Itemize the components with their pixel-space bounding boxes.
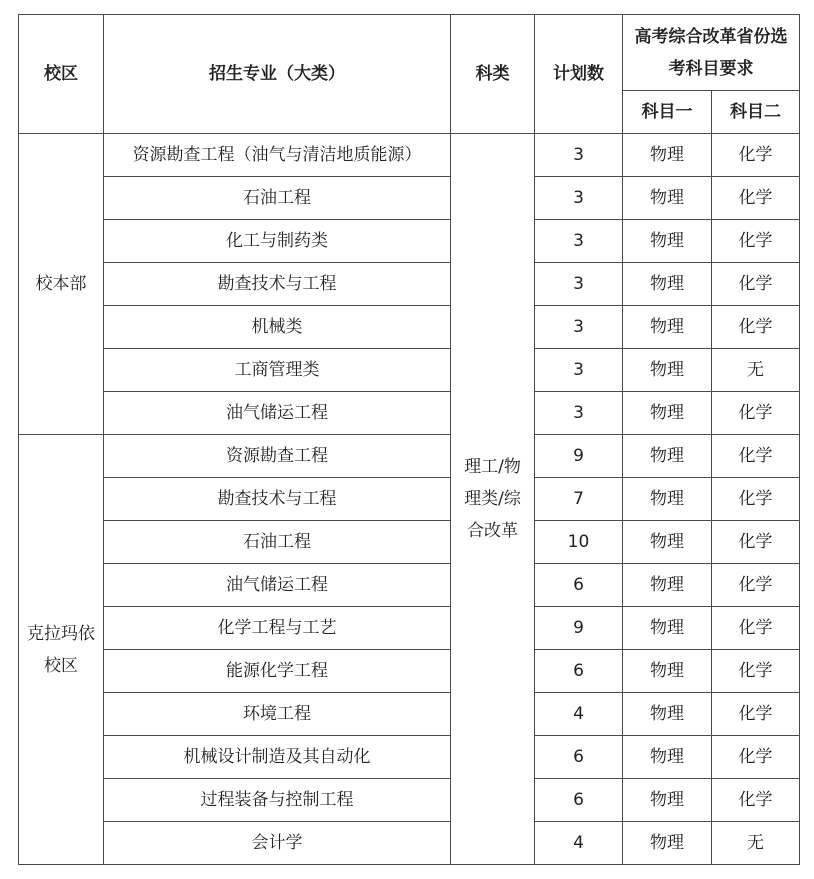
- plan-cell: 3: [535, 220, 623, 263]
- enrollment-table: [18, 14, 800, 865]
- major-cell: 资源勘查工程: [104, 435, 451, 478]
- table-row: [19, 392, 800, 435]
- table-row: [19, 177, 800, 220]
- plan-header: 计划数: [535, 15, 623, 134]
- campus-name-line1: 克拉玛依: [27, 623, 95, 644]
- plan-cell: 6: [535, 564, 623, 607]
- table-row: [19, 134, 800, 177]
- subject2-cell: 化学: [712, 134, 800, 177]
- subject1-cell: 物理: [623, 177, 712, 220]
- table-row: [19, 306, 800, 349]
- plan-cell: 3: [535, 263, 623, 306]
- table-row: [19, 650, 800, 693]
- plan-cell: 10: [535, 521, 623, 564]
- plan-cell: 7: [535, 478, 623, 521]
- requirement-header-line1: 高考综合改革省份选: [634, 26, 788, 47]
- major-cell: 过程装备与控制工程: [104, 779, 451, 822]
- subject2-cell: 无: [712, 349, 800, 392]
- category-line2: 理类/综: [464, 489, 521, 509]
- requirement-header: [623, 15, 800, 91]
- subject1-cell: 物理: [623, 779, 712, 822]
- category-cell: [451, 134, 535, 865]
- table-row: [19, 478, 800, 521]
- subject1-cell: 物理: [623, 220, 712, 263]
- subject1-cell: 物理: [623, 607, 712, 650]
- subject1-cell: 物理: [623, 564, 712, 607]
- table-row: [19, 607, 800, 650]
- table-row: [19, 779, 800, 822]
- plan-cell: 4: [535, 822, 623, 865]
- major-header: 招生专业（大类）: [104, 15, 451, 134]
- subject1-cell: 物理: [623, 392, 712, 435]
- table-row: [19, 263, 800, 306]
- category-header: 科类: [451, 15, 535, 134]
- subject2-cell: 化学: [712, 650, 800, 693]
- plan-cell: 3: [535, 306, 623, 349]
- major-cell: 工商管理类: [104, 349, 451, 392]
- subject2-cell: 化学: [712, 392, 800, 435]
- subject1-cell: 物理: [623, 306, 712, 349]
- campus-name-line2: 校区: [44, 655, 78, 676]
- plan-cell: 3: [535, 134, 623, 177]
- campus-header: 校区: [19, 15, 104, 134]
- subject2-cell: 化学: [712, 478, 800, 521]
- subject1-cell: 物理: [623, 650, 712, 693]
- plan-cell: 6: [535, 736, 623, 779]
- plan-cell: 9: [535, 607, 623, 650]
- header-row: [19, 15, 800, 91]
- plan-cell: 3: [535, 177, 623, 220]
- table-row: [19, 822, 800, 865]
- subject1-cell: 物理: [623, 263, 712, 306]
- plan-cell: 4: [535, 693, 623, 736]
- category-line1: 理工/物: [464, 457, 521, 477]
- subject2-cell: 化学: [712, 693, 800, 736]
- table-row: [19, 736, 800, 779]
- major-cell: 环境工程: [104, 693, 451, 736]
- table-row: [19, 521, 800, 564]
- subject1-cell: 物理: [623, 134, 712, 177]
- subject1-cell: 物理: [623, 736, 712, 779]
- subject1-cell: 物理: [623, 822, 712, 865]
- major-cell: 会计学: [104, 822, 451, 865]
- table-row: [19, 349, 800, 392]
- campus-name-line1: 校本部: [35, 274, 87, 294]
- subject1-cell: 物理: [623, 521, 712, 564]
- subject1-header: 科目一: [623, 91, 712, 134]
- major-cell: 机械设计制造及其自动化: [104, 736, 451, 779]
- table-row: [19, 564, 800, 607]
- campus-cell: [19, 435, 104, 865]
- plan-cell: 9: [535, 435, 623, 478]
- major-cell: 勘查技术与工程: [104, 263, 451, 306]
- major-cell: 勘查技术与工程: [104, 478, 451, 521]
- subject1-cell: 物理: [623, 478, 712, 521]
- requirement-header-line2: 考科目要求: [668, 58, 754, 79]
- subject2-cell: 化学: [712, 607, 800, 650]
- major-cell: 资源勘查工程（油气与清洁地质能源）: [104, 134, 451, 177]
- plan-cell: 3: [535, 349, 623, 392]
- plan-cell: 6: [535, 650, 623, 693]
- major-cell: 能源化学工程: [104, 650, 451, 693]
- subject2-cell: 化学: [712, 306, 800, 349]
- subject2-cell: 化学: [712, 177, 800, 220]
- subject2-cell: 化学: [712, 435, 800, 478]
- campus-cell: [19, 134, 104, 435]
- subject1-cell: 物理: [623, 435, 712, 478]
- subject2-cell: 化学: [712, 736, 800, 779]
- subject1-cell: 物理: [623, 349, 712, 392]
- subject2-cell: 化学: [712, 564, 800, 607]
- major-cell: 化工与制药类: [104, 220, 451, 263]
- subject1-cell: 物理: [623, 693, 712, 736]
- plan-cell: 6: [535, 779, 623, 822]
- major-cell: 油气储运工程: [104, 564, 451, 607]
- major-cell: 机械类: [104, 306, 451, 349]
- major-cell: 化学工程与工艺: [104, 607, 451, 650]
- subject2-cell: 化学: [712, 263, 800, 306]
- table-row: [19, 435, 800, 478]
- subject2-cell: 化学: [712, 779, 800, 822]
- major-cell: 石油工程: [104, 177, 451, 220]
- category-line3: 合改革: [467, 521, 518, 541]
- major-cell: 油气储运工程: [104, 392, 451, 435]
- plan-cell: 3: [535, 392, 623, 435]
- table-row: [19, 693, 800, 736]
- subject2-cell: 化学: [712, 521, 800, 564]
- table-row: [19, 220, 800, 263]
- subject2-cell: 无: [712, 822, 800, 865]
- subject2-header: 科目二: [712, 91, 800, 134]
- major-cell: 石油工程: [104, 521, 451, 564]
- subject2-cell: 化学: [712, 220, 800, 263]
